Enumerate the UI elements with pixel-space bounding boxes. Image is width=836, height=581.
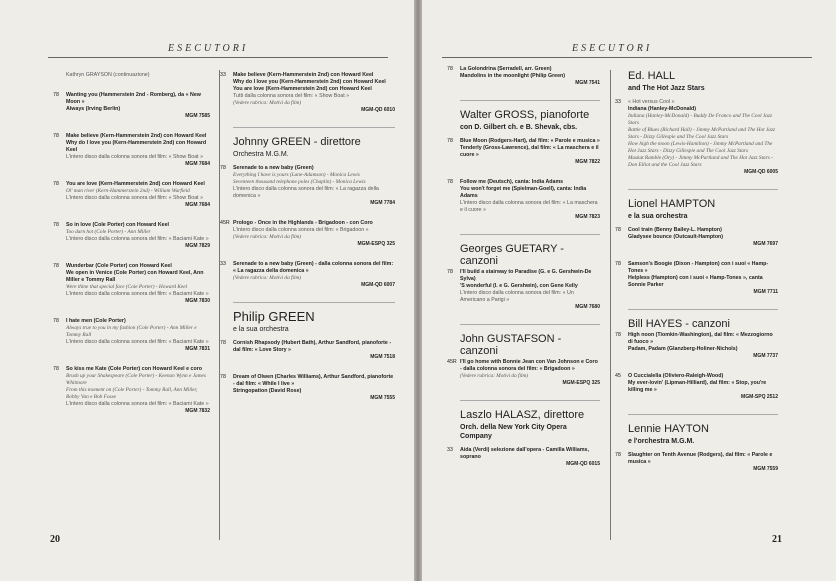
page-number: 21 [772, 534, 782, 545]
track-title: Tenderly (Gross-Lawrence), dal film: « La maschera e il cuore » [460, 145, 599, 158]
format-number: 78 [53, 263, 59, 269]
format-number: 33 [615, 99, 621, 105]
track-title: So in love (Cole Porter) con Howard Keel [66, 222, 170, 228]
catalog-number: MGM 7711 [753, 289, 778, 295]
entries-group [615, 452, 778, 473]
format-number: 78 [220, 374, 226, 380]
artist-subtitle: e la sua orchestra [628, 213, 688, 220]
format-number: 45 [615, 373, 621, 379]
format-number: 78 [447, 66, 453, 72]
track-title: Follow me (Deutsch), canta: India Adams [460, 179, 564, 185]
artist-subtitle: e l'orchestra M.G.M. [628, 438, 695, 445]
entries-group [447, 447, 600, 468]
catalog-number: MGM-QD 6010 [361, 107, 395, 113]
track-title: Slaughter on Tenth Avenue (Rodgers), dal film: « Parole e musica » [628, 452, 773, 465]
separator [460, 324, 600, 325]
format-number: 78 [53, 181, 59, 187]
track-title: Indiana (Hanley-McDonald) [628, 106, 696, 112]
column-divider [610, 70, 611, 540]
separator [233, 302, 395, 303]
artist-subtitle: and The Hot Jazz Stars [628, 85, 705, 92]
catalog-number: MGM 7822 [575, 159, 600, 165]
track-note: How high the moon (Lewis-Hamilton) - Jimmy McPartland and The Hot Jazz Stars - Dizzy Gillespie and The Cool Jazz Stars [628, 141, 773, 154]
track-title: Helpless (Hampton) con i suoi « Hamp-Tones », canta Sonnie Parker [628, 275, 763, 288]
track-credit: « Hot versus Cool » [628, 99, 675, 105]
catalog-entry [53, 263, 210, 305]
track-credit: L'intero disco dalla colonna sonora del film: « La ragazza della domenica » [233, 186, 379, 199]
track-note: From this moment on (Cole Porter) - Tommy Rall, Ann Miller, Bobby Van e Bob Fosse [66, 387, 198, 400]
artist-subtitle: Orchestra M.G.M. [233, 151, 289, 158]
catalog-entry [66, 72, 210, 79]
catalog-entry [53, 318, 210, 353]
track-credit: L'intero disco dalla colonna sonora del film: « Show Boat » [66, 154, 204, 160]
track-title: Mandolins in the moonlight (Philip Green) [460, 73, 566, 79]
track-note: Everything I have is yours (Lane-Adamson) - Monica Lewis [233, 172, 360, 178]
entries-group [615, 99, 778, 176]
right-page [422, 0, 836, 581]
catalog-entry [220, 261, 395, 289]
entries-group [447, 269, 600, 311]
track-title: Wunderbar (Cole Porter) con Howard Keel [66, 263, 172, 269]
page-header-right: ESECUTORI [572, 43, 653, 54]
catalog-entry [53, 222, 210, 250]
track-title: Wanting you (Hammerstein 2nd - Romberg), da « New Moon » [66, 92, 201, 105]
track-title: 'S wonderful (I. e G. Gershwin), con Gene Kelly [460, 283, 578, 289]
catalog-number: MGM 7518 [370, 354, 395, 360]
track-title: I'll build a stairway to Paradise (G. e G. Gershwin-De Sylva) [460, 269, 592, 282]
catalog-entry [447, 269, 600, 311]
catalog-entry [53, 366, 210, 415]
track-title: High noon (Tiomkin-Washington), dal film: « Mezzogiorno di fuoco » [628, 332, 773, 345]
track-title: Samson's Boogie (Dixon - Hampton) con i suoi « Hamp-Tones » [628, 261, 769, 274]
catalog-entry [220, 374, 395, 402]
track-title: We open in Venice (Cole Porter) con Howard Keel, Ann Miller e Tommy Rall [66, 270, 204, 283]
catalog-entry [220, 340, 395, 361]
header-rule [48, 57, 388, 58]
track-title: Stringopation (David Rose) [233, 388, 302, 394]
catalog-number: MGM-QD 6007 [361, 282, 395, 288]
format-number: 78 [53, 318, 59, 324]
track-title: Prologo - Once in the Highlands - Brigadoon - con Coro [233, 220, 373, 226]
catalog-number: MGM-QD 6015 [566, 461, 600, 467]
catalog-number: MGM 7697 [753, 241, 778, 247]
header-rule [442, 57, 812, 58]
separator [460, 400, 600, 401]
track-note: (Vedere rubrica: Motivi da film) [233, 275, 302, 281]
catalog-entry [447, 179, 600, 221]
artist-name: Bill HAYES - canzoni [628, 318, 730, 330]
catalog-number: MGM-ESPQ 325 [562, 380, 600, 386]
catalog-number: MGM 7680 [575, 304, 600, 310]
catalog-number: MGM 7684 [185, 161, 210, 167]
track-note: (Vedere rubrica: Motivi da film) [233, 100, 302, 106]
catalog-number: MGM 7831 [185, 346, 210, 352]
catalog-entry [615, 452, 778, 473]
separator [628, 414, 778, 415]
track-title: So kiss me Kate (Cole Porter) con Howard Keel e coro [66, 366, 202, 372]
entries-group [220, 72, 395, 114]
track-title: You won't forget me (Spielman-Goell), canta: India Adams [460, 186, 587, 199]
format-number: 45R [447, 359, 457, 365]
format-number: 45R [220, 220, 230, 226]
entries-group [615, 332, 778, 401]
page-number: 20 [50, 534, 60, 545]
artist-name: Walter GROSS, pianoforte [460, 109, 590, 121]
track-title: Why do I love you (Kern-Hammerstein 2nd) con Howard Keel [66, 140, 207, 153]
catalog-entry [220, 165, 395, 207]
track-title: Serenade to a new baby (Green) [233, 165, 314, 171]
track-note: (Vedere rubrica: Motivi da film) [233, 234, 302, 240]
format-number: 78 [615, 452, 621, 458]
left-page [0, 0, 414, 581]
page-header-left: ESECUTORI [168, 43, 249, 54]
track-note: Too darn hot (Cole Porter) - Ann Miller [66, 229, 151, 235]
entries-group [220, 340, 395, 402]
entries-group [220, 165, 395, 289]
track-credit: L'intero disco dalla colonna sonora del film: « Brigadoon » [233, 227, 369, 233]
track-title: You are love (Kern-Hammerstein 2nd) con Howard Keel [233, 86, 372, 92]
catalog-entry [615, 261, 778, 296]
entries-group [447, 66, 600, 87]
track-title: Blue Moon (Rodgers-Hart), dal film: « Parole e musica » [460, 138, 600, 144]
track-title: Aida (Verdi) selezione dall'opera - Camilla Williams, soprano [460, 447, 589, 460]
track-title: Dream of Olwen (Charles Williams), Arthur Sandford, pianoforte - dal film: « While I live » [233, 374, 394, 387]
track-credit: L'intero disco dalla colonna sonora del film: « Baciami Kate » [66, 339, 209, 345]
artist-subtitle: e la sua orchestra [233, 326, 289, 333]
format-number: 78 [220, 340, 226, 346]
entries-group [447, 138, 600, 221]
track-title: Cornish Rhapsody (Hubert Bath), Arthur Sandford, pianoforte - dal film: « Love Story » [233, 340, 392, 353]
artist-name: Lennie HAYTON [628, 423, 709, 435]
format-number: 78 [447, 179, 453, 185]
separator [233, 127, 395, 128]
catalog-number: MGM 7829 [185, 243, 210, 249]
left-column-2 [220, 72, 395, 415]
format-number: 78 [615, 227, 621, 233]
track-credit: L'intero disco dalla colonna sonora del film: « Baciami Kate » [66, 236, 209, 242]
track-note: Indiana (Hanley-McDonald) - Buddy De Franco and The Cool Jazz Stars [628, 113, 773, 126]
format-number: 78 [615, 332, 621, 338]
catalog-entry [615, 373, 778, 401]
catalog-entry [220, 72, 395, 114]
track-note: Always true to you in my fashion (Cole Porter) - Ann Miller e Tommy Rall [66, 325, 197, 338]
track-title: La Golondrina (Serradell, arr. Green) [460, 66, 552, 72]
separator [628, 309, 778, 310]
track-title: Gladysee bounce (Outcault-Hampton) [628, 234, 724, 240]
separator [460, 234, 600, 235]
catalog-number: MGM 7737 [753, 353, 778, 359]
catalog-number: MGM-SPQ 2512 [741, 394, 778, 400]
catalog-entry [615, 332, 778, 360]
format-number: 78 [447, 138, 453, 144]
track-title: Cool train (Benny Bailey-L. Hampton) [628, 227, 722, 233]
format-number: 78 [53, 222, 59, 228]
artist-name: Georges GUETARY - canzoni [460, 243, 564, 267]
track-title: My ever-lovin' (Lipman-Hilliard), dal film: « Stop, you're killing me » [628, 380, 767, 393]
catalog-number: MGM 7585 [185, 113, 210, 119]
catalog-number: MGM 7684 [185, 202, 210, 208]
track-credit: L'intero disco dalla colonna sonora del film: « La maschera e il cuore » [460, 200, 598, 213]
track-title: I hate men (Cole Porter) [66, 318, 126, 324]
catalog-number: MGM 7541 [575, 80, 600, 86]
artist-subtitle: Orch. della New York City Opera Company [460, 424, 567, 440]
track-title: Serenade to a new baby (Green) - dalla colonna sonora del film: « La ragazza della domenica » [233, 261, 394, 274]
track-credit: L'intero disco dalla colonna sonora del film: « Show Boat » [66, 195, 204, 201]
track-note: (Vedere rubrica: Motivi da film) [460, 373, 529, 379]
track-note: Muskat Ramble (Ory) - Jimmy McPartland and The Hot Jazz Stars - Don Elliot and the Cool Jazz Stars [628, 155, 773, 168]
format-number: 33 [447, 447, 453, 453]
separator [628, 189, 778, 190]
catalog-entry [447, 447, 600, 468]
track-note: Brush up your Shakespeare (Cole Porter) - Keenan Wynn e James Whitmore [66, 373, 206, 386]
artist-name: Johnny GREEN - direttore [233, 136, 361, 148]
separator [460, 100, 600, 101]
catalog-number: MGM-QD 6005 [744, 169, 778, 175]
track-title: Why do I love you (Kern-Hammerstein 2nd) con Howard Keel [233, 79, 386, 85]
right-column-2 [615, 66, 778, 486]
catalog-entry [447, 138, 600, 166]
track-credit: L'intero disco dalla colonna sonora del film: « Baciami Kate » [66, 291, 209, 297]
track-note: Were thine that special face (Cole Porter) - Howard Keel [66, 284, 188, 290]
artist-name: John GUSTAFSON - canzoni [460, 333, 562, 357]
left-column-1 [53, 72, 210, 428]
format-number: 78 [447, 269, 453, 275]
format-number: 78 [220, 165, 226, 171]
right-column-1 [447, 66, 600, 481]
track-title: Padam, Padam (Glanzberg-Holiner-Nichols) [628, 346, 738, 352]
catalog-entry [447, 66, 600, 87]
track-note: Seventeen thousand telephone poles (Chaplin) - Monica Lewis [233, 179, 366, 185]
catalog-entry [615, 227, 778, 248]
format-number: 78 [53, 92, 59, 98]
track-title: Always (Irving Berlin) [66, 106, 121, 112]
catalog-entry [220, 220, 395, 248]
catalog-entry [53, 181, 210, 209]
format-number: 33 [220, 261, 226, 267]
catalog-number: MGM 7830 [185, 298, 210, 304]
entries-group [447, 359, 600, 387]
track-credit: L'intero disco dalla colonna sonora del film: « Baciami Kate » [66, 401, 209, 407]
format-number: 33 [220, 72, 226, 78]
artist-subtitle: con D. Gilbert ch. e B. Shevak, cbs. [460, 124, 578, 131]
format-number: 78 [53, 133, 59, 139]
catalog-number: MGM-ESPQ 325 [357, 241, 395, 247]
artist-name: Laszlo HALASZ, direttore [460, 409, 585, 421]
catalog-entry [53, 92, 210, 120]
track-credit: Tutti dalla colonna sonora del film: « Show Boat » [233, 93, 350, 99]
artist-name: Philip GREEN [233, 309, 315, 324]
artist-name: Lionel HAMPTON [628, 198, 716, 210]
artist-name: Ed. HALL [628, 70, 676, 82]
catalog-entry [447, 359, 600, 387]
catalog-number: MGM 7832 [185, 408, 210, 414]
catalog-number: MGM 7555 [370, 395, 395, 401]
book-gutter [414, 0, 422, 581]
catalog-entry [53, 133, 210, 168]
catalog-number: MGM 7784 [370, 200, 395, 206]
track-title: I'll go home with Bonnie Jean con Van Johnson e Coro - dalla colonna sonora del film: « Brigadoon » [460, 359, 598, 372]
format-number: 78 [53, 366, 59, 372]
track-credit: Kathryn GRAYSON (continuazione) [66, 72, 150, 78]
track-title: O Cuccialella (Oliviero-Raleigh-Wood) [628, 373, 724, 379]
catalog-number: MGM 7559 [753, 466, 778, 472]
catalog-number: MGM 7823 [575, 214, 600, 220]
track-credit: L'intero disco dalla colonna sonora del film: « Un Americano a Parigi » [460, 290, 574, 303]
track-note: Ol' man river (Kern-Hammerstein 2nd) - William Warfield [66, 188, 190, 194]
track-note: Battle of Blues (Richard Hall) - Jimmy McPartland and The Hot Jazz Stars - Dizzy Gillespie and The Cool Jazz Stars [628, 127, 776, 140]
catalog-entry [615, 99, 778, 176]
track-title: You are love (Kern-Hammerstein 2nd) con Howard Keel [66, 181, 205, 187]
track-title: Make believe (Kern-Hammerstein 2nd) con Howard Keel [66, 133, 207, 139]
track-title: Make believe (Kern-Hammerstein 2nd) con Howard Keel [233, 72, 374, 78]
column-divider [219, 70, 220, 540]
entries-group [615, 227, 778, 296]
format-number: 78 [615, 261, 621, 267]
